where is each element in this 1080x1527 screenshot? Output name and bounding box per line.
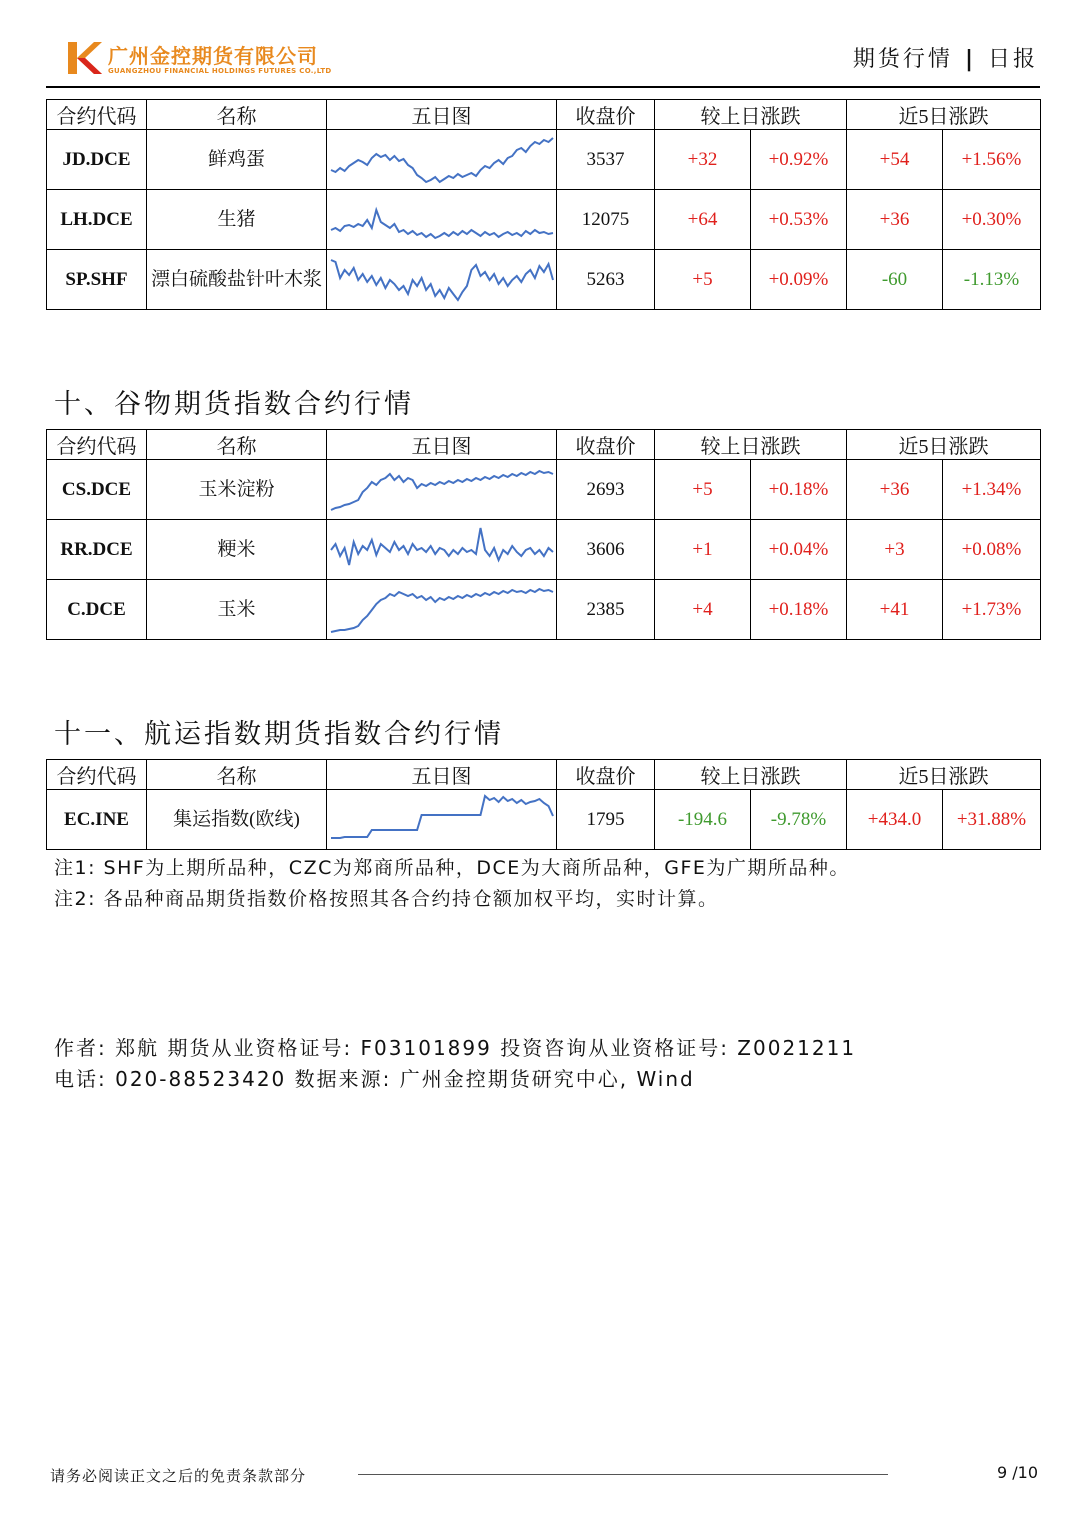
table-row: [47, 250, 1041, 310]
header-close: 收盘价: [557, 100, 655, 130]
header-close: 收盘价: [557, 430, 655, 460]
contact-line: 电话: 020-88523420 数据来源: 广州金控期货研究中心, Wind: [54, 1067, 695, 1091]
sparkline-series: [331, 796, 553, 838]
table-row: [47, 190, 1041, 250]
sparkline: [327, 460, 557, 519]
daily-change: +5: [655, 460, 751, 520]
five-day-change: +41: [847, 580, 943, 640]
contract-name: 粳米: [147, 520, 327, 580]
five-day-change: +36: [847, 460, 943, 520]
five-day-change-pct: +1.34%: [943, 460, 1041, 520]
daily-change-pct: -9.78%: [751, 790, 847, 850]
contract-code: JD.DCE: [47, 130, 147, 190]
daily-change-pct: +0.92%: [751, 130, 847, 190]
contract-name: 漂白硫酸盐针叶木浆: [147, 250, 327, 310]
daily-change: +1: [655, 520, 751, 580]
five-day-chart: [327, 460, 557, 520]
five-day-change: +54: [847, 130, 943, 190]
header-name: 名称: [147, 760, 327, 790]
header-daily-change: 较上日涨跌: [655, 430, 847, 460]
contract-code: SP.SHF: [47, 250, 147, 310]
table-header-row: [47, 100, 1041, 130]
sparkline: [327, 130, 557, 189]
five-day-change-pct: +1.73%: [943, 580, 1041, 640]
header-code: 合约代码: [47, 100, 147, 130]
contract-code: C.DCE: [47, 580, 147, 640]
footer-disclaimer: 请务必阅读正文之后的免责条款部分: [50, 1467, 307, 1485]
sparkline: [327, 790, 557, 849]
contract-code: CS.DCE: [47, 460, 147, 520]
header-divider: [46, 86, 1040, 88]
contract-name: 玉米淀粉: [147, 460, 327, 520]
five-day-change-pct: +31.88%: [943, 790, 1041, 850]
sparkline-series: [331, 528, 553, 565]
section-title-shipping: 十一、航运指数期货指数合约行情: [54, 719, 504, 750]
close-price: 3537: [557, 130, 655, 190]
daily-change-pct: +0.53%: [751, 190, 847, 250]
sparkline: [327, 250, 557, 309]
logo-k-icon: [66, 40, 102, 76]
five-day-change: +434.0: [847, 790, 943, 850]
author-line: 作者: 郑航 期货从业资格证号: F03101899 投资咨询从业资格证号: Z0021211: [54, 1036, 857, 1060]
daily-change: -194.6: [655, 790, 751, 850]
header-chart: 五日图: [327, 430, 557, 460]
footer-divider: [358, 1474, 888, 1475]
contract-code: RR.DCE: [47, 520, 147, 580]
close-price: 12075: [557, 190, 655, 250]
table-row: [47, 790, 1041, 850]
daily-change: +64: [655, 190, 751, 250]
daily-change-pct: +0.18%: [751, 580, 847, 640]
note-2: 注2: 各品种商品期货指数价格按照其各合约持仓额加权平均，实时计算。: [54, 888, 719, 910]
header-chart: 五日图: [327, 100, 557, 130]
sparkline: [327, 520, 557, 579]
table-row: [47, 580, 1041, 640]
daily-change-pct: +0.18%: [751, 460, 847, 520]
sparkline-series: [331, 589, 553, 632]
close-price: 2693: [557, 460, 655, 520]
five-day-change-pct: +1.56%: [943, 130, 1041, 190]
company-name-en: GUANGZHOU FINANCIAL HOLDINGS FUTURES CO.,LTD: [108, 67, 332, 75]
contract-name: 鲜鸡蛋: [147, 130, 327, 190]
five-day-change-pct: +0.08%: [943, 520, 1041, 580]
five-day-change: +36: [847, 190, 943, 250]
sparkline: [327, 580, 557, 639]
contract-name: 玉米: [147, 580, 327, 640]
five-day-chart: [327, 580, 557, 640]
header-code: 合约代码: [47, 430, 147, 460]
close-price: 3606: [557, 520, 655, 580]
close-price: 1795: [557, 790, 655, 850]
five-day-change-pct: -1.13%: [943, 250, 1041, 310]
header-name: 名称: [147, 430, 327, 460]
header-name: 名称: [147, 100, 327, 130]
daily-change: +4: [655, 580, 751, 640]
header-close: 收盘价: [557, 760, 655, 790]
five-day-change-pct: +0.30%: [943, 190, 1041, 250]
section-title-grain: 十、谷物期货指数合约行情: [54, 389, 414, 420]
sparkline-series: [331, 138, 553, 182]
header-chart: 五日图: [327, 760, 557, 790]
table-row: [47, 130, 1041, 190]
contract-code: EC.INE: [47, 790, 147, 850]
table-row: [47, 460, 1041, 520]
header-five-day-change: 近5日涨跌: [847, 100, 1041, 130]
contract-name: 生猪: [147, 190, 327, 250]
table-header-row: [47, 430, 1041, 460]
report-label: [853, 42, 1038, 73]
header-five-day-change: 近5日涨跌: [847, 760, 1041, 790]
five-day-chart: [327, 130, 557, 190]
close-price: 2385: [557, 580, 655, 640]
report-type: 期货行情: [852, 47, 953, 72]
five-day-chart: [327, 520, 557, 580]
daily-change: +5: [655, 250, 751, 310]
report-period: 日报: [987, 47, 1038, 72]
daily-change-pct: +0.09%: [751, 250, 847, 310]
table-shipping-futures: [46, 759, 1041, 850]
daily-change: +32: [655, 130, 751, 190]
table-grain-futures: [46, 429, 1041, 640]
table-row: [47, 520, 1041, 580]
five-day-chart: [327, 190, 557, 250]
page-number: 9 /10: [996, 1463, 1038, 1482]
five-day-chart: [327, 790, 557, 850]
contract-code: LH.DCE: [47, 190, 147, 250]
note-1: 注1: SHF为上期所品种，CZC为郑商所品种，DCE为大商所品种，GFE为广期所品种。: [54, 857, 850, 879]
company-name: 广州金控期货有限公司: [108, 44, 318, 68]
table-misc-futures: [46, 99, 1041, 310]
page-header: [46, 36, 1040, 82]
sparkline-series: [331, 210, 553, 238]
sparkline: [327, 190, 557, 249]
company-logo: [66, 40, 366, 80]
header-daily-change: 较上日涨跌: [655, 760, 847, 790]
contract-name: 集运指数(欧线): [147, 790, 327, 850]
header-daily-change: 较上日涨跌: [655, 100, 847, 130]
header-code: 合约代码: [47, 760, 147, 790]
sparkline-series: [331, 471, 553, 510]
five-day-change: +3: [847, 520, 943, 580]
sparkline-series: [331, 260, 553, 300]
close-price: 5263: [557, 250, 655, 310]
header-separator: |: [964, 47, 976, 72]
five-day-chart: [327, 250, 557, 310]
table-header-row: [47, 760, 1041, 790]
header-five-day-change: 近5日涨跌: [847, 430, 1041, 460]
five-day-change: -60: [847, 250, 943, 310]
daily-change-pct: +0.04%: [751, 520, 847, 580]
